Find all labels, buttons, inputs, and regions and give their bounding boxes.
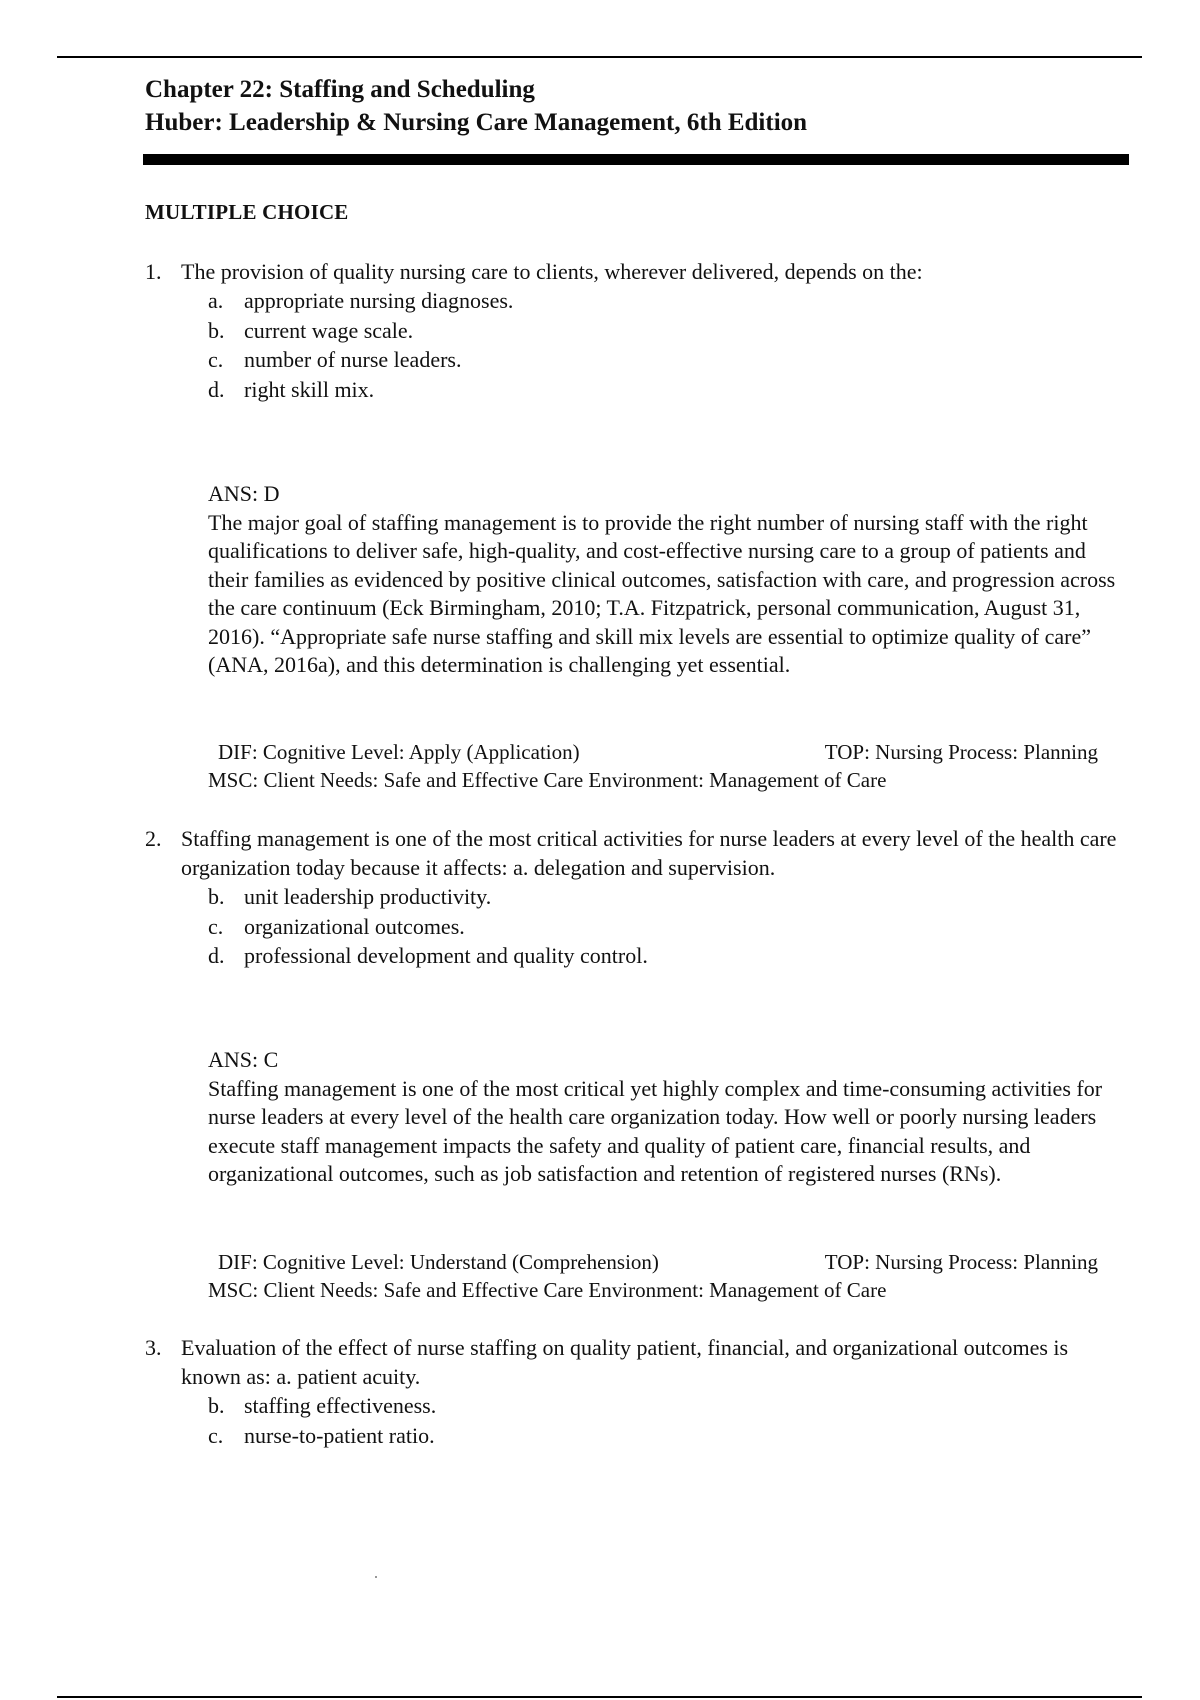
question-number: 1. (145, 259, 162, 284)
book-title: Huber: Leadership & Nursing Care Management, 6th Edition (145, 109, 808, 136)
msc-label: MSC: Client Needs: Safe and Effective Care Environment: Management of Care (208, 768, 887, 792)
answer-block-1 (208, 480, 1128, 680)
scan-speck (375, 1576, 377, 1578)
header-divider (143, 154, 1129, 165)
question-3 (145, 1333, 1125, 1450)
question-stem: The provision of quality nursing care to clients, wherever delivered, depends on the: (181, 259, 923, 284)
question-stem: Evaluation of the effect of nurse staffing on quality patient, financial, and organizational outcomes is known as: a. patient acuity. (181, 1335, 1069, 1389)
option-a: a. appropriate nursing diagnoses. (208, 288, 514, 313)
answer-key: ANS: C (208, 1047, 279, 1072)
options-list (208, 286, 1125, 404)
question-number: 3. (145, 1335, 162, 1360)
answer-block-2 (208, 1046, 1128, 1189)
option-c: c. nurse-to-patient ratio. (208, 1422, 435, 1448)
option-d: d. professional development and quality control. (208, 943, 648, 968)
difficulty-label: DIF: Cognitive Level: Understand (Comprehension) (218, 1250, 659, 1274)
rationale: Staffing management is one of the most critical yet highly complex and time-consuming activities for nurse leaders at every level of the health care organization today. How well or poorly nursing leaders execute staff management impacts the safety and quality of patient care, financial results, and organizational outcomes, such as job satisfaction and retention of registered nurses (RNs). (208, 1075, 1103, 1186)
msc-label: MSC: Client Needs: Safe and Effective Care Environment: Management of Care (208, 1278, 887, 1302)
option-d: d. right skill mix. (208, 376, 375, 402)
topic-label: TOP: Nursing Process: Planning (824, 1250, 1098, 1274)
rationale: The major goal of staffing management is to provide the right number of nursing staff with the right qualifications to deliver safe, high-quality, and cost-effective nursing care to a group of patients and their families as evidenced by positive clinical outcomes, satisfaction with care, and progression across the care continuum (Eck Birmingham, 2010; T.A. Fitzpatrick, personal communication, August 31, 2016). “Appropriate safe nurse staffing and skill mix levels are essential to optimize quality of care” (ANA, 2016a), and this determination is challenging yet essential. (208, 509, 1116, 677)
option-c: c. organizational outcomes. (208, 913, 465, 939)
question-metadata-2 (208, 1248, 1098, 1304)
question-metadata-1 (208, 738, 1098, 794)
answer-key: ANS: D (208, 481, 280, 506)
options-list (208, 882, 1125, 971)
question-1 (145, 257, 1125, 404)
question-stem: Staffing management is one of the most critical activities for nurse leaders at every level of the health care organization today because it affects: a. delegation and supervision. (181, 826, 1117, 880)
options-list (208, 1391, 1125, 1450)
topic-label: TOP: Nursing Process: Planning (824, 740, 1098, 764)
question-2 (145, 824, 1125, 971)
option-c: c. number of nurse leaders. (208, 347, 462, 372)
option-b: b. current wage scale. (208, 317, 414, 343)
section-title: MULTIPLE CHOICE (145, 200, 349, 224)
document-header (145, 73, 807, 139)
bottom-rule (57, 1696, 1142, 1698)
question-number: 2. (145, 826, 162, 851)
option-b: b. staffing effectiveness. (208, 1393, 437, 1418)
top-rule (57, 56, 1142, 58)
difficulty-label: DIF: Cognitive Level: Apply (Application) (218, 740, 580, 764)
option-b: b. unit leadership productivity. (208, 884, 492, 909)
chapter-title: Chapter 22: Staffing and Scheduling (145, 76, 535, 103)
